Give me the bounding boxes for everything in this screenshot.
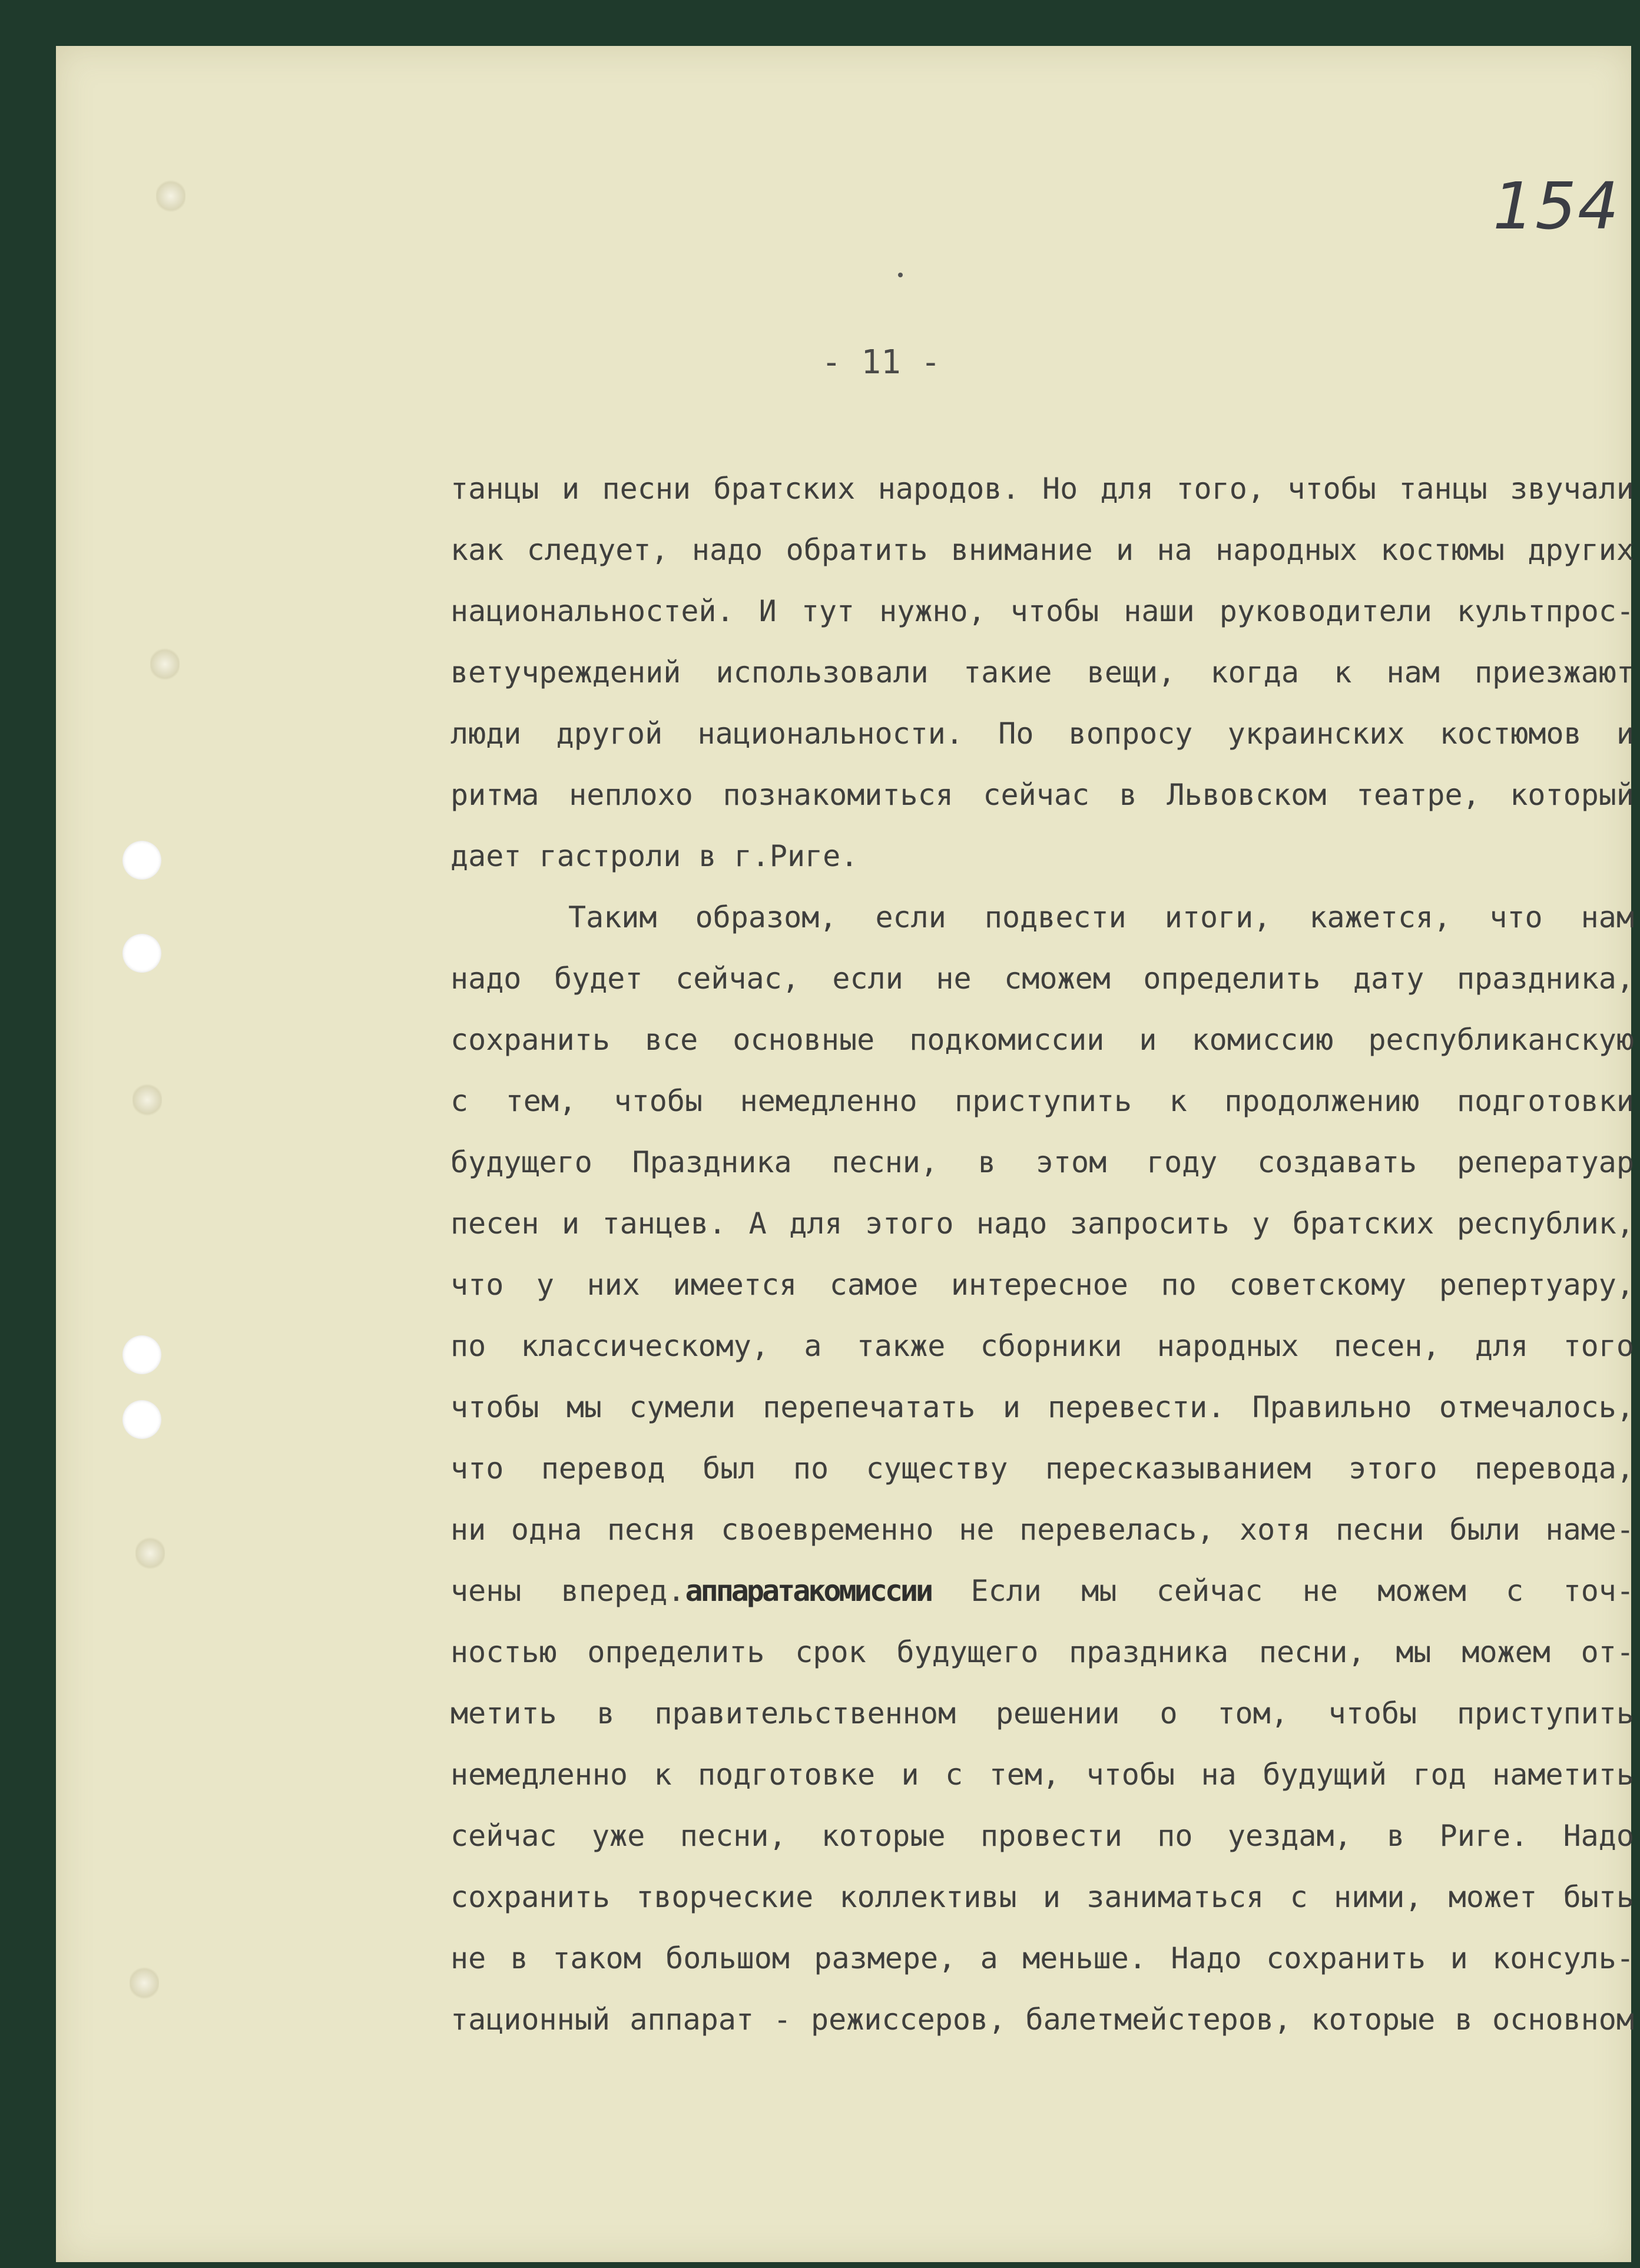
staple-mark <box>132 1082 162 1118</box>
text-line: ностью определить срок будущего праздника песни, мы можем от- <box>450 1635 1634 1669</box>
body-text <box>450 458 1634 2050</box>
text-line: немедленно к подготовке и с тем, чтобы на будущий год наметить <box>450 1758 1634 1792</box>
text-line: метить в правительственном решении о том, чтобы приступить <box>450 1696 1634 1730</box>
text-line: чтобы мы сумели перепечатать и перевести. Правильно отмечалось, <box>450 1390 1634 1424</box>
text-line: национальностей. И тут нужно, чтобы наши руководители культпрос- <box>450 594 1634 628</box>
text-line: сохранить все основные подкомиссии и комиссию республиканскую <box>450 1023 1634 1057</box>
punch-hole <box>122 1400 161 1439</box>
text-line-with-strikeover: чены вперед.аппаратакомиссии Если мы сейчас не можем с точ- <box>450 1574 1634 1608</box>
punch-hole <box>122 841 161 880</box>
document-page <box>56 46 1634 2262</box>
text-line: надо будет сейчас, если не сможем определить дату праздника, <box>450 961 1634 996</box>
text-line: ветучреждений использовали такие вещи, когда к нам приезжают <box>450 655 1634 689</box>
text-line: сейчас уже песни, которые провести по уездам, в Риге. Надо <box>450 1819 1634 1853</box>
text-line: по классическому, а также сборники народных песен, для того <box>450 1329 1634 1363</box>
punch-hole <box>122 934 161 973</box>
text-line: песен и танцев. А для этого надо запросить у братских республик, <box>450 1206 1634 1241</box>
text-line: не в таком большом размере, а меньше. Надо сохранить и консуль- <box>450 1941 1634 1975</box>
ink-speck <box>898 273 903 277</box>
struck-out-text: аппаратакомиссии <box>685 1574 932 1608</box>
text-line: ритма неплохо познакомиться сейчас в Львовском театре, который <box>450 778 1634 812</box>
text-line: ни одна песня своевременно не перевелась, хотя песни были наме- <box>450 1513 1634 1547</box>
text-line: дает гастроли в г.Риге. <box>450 839 859 873</box>
text-line: сохранить творческие коллективы и заниматься с ними, может быть <box>450 1880 1634 1914</box>
text-line: люди другой национальности. По вопросу украинских костюмов и <box>450 717 1634 751</box>
punch-hole <box>122 1335 161 1374</box>
text-line: как следует, надо обратить внимание и на народных костюмы других <box>450 533 1634 567</box>
text-line: с тем, чтобы немедленно приступить к продолжению подготовки <box>450 1084 1634 1118</box>
text-line: что перевод был по существу пересказыванием этого перевода, <box>450 1451 1634 1486</box>
page-number: - 11 - <box>821 343 941 382</box>
staple-mark <box>150 646 180 682</box>
staple-mark <box>135 1536 165 1571</box>
text-line: танцы и песни братских народов. Но для того, чтобы танцы звучали <box>450 472 1634 506</box>
staple-mark <box>156 178 185 214</box>
text-line-paragraph-start: Таким образом, если подвести итоги, кажется, что нам <box>568 900 1634 934</box>
archive-page-number: 154 <box>1493 168 1620 244</box>
staple-mark <box>130 1965 159 2001</box>
text-line: тационный аппарат - режиссеров, балетмейстеров, которые в основном <box>450 2002 1634 2037</box>
text-line: будущего Праздника песни, в этом году создавать реператуар <box>450 1145 1634 1179</box>
text-line: что у них имеется самое интересное по советскому репертуару, <box>450 1268 1634 1302</box>
